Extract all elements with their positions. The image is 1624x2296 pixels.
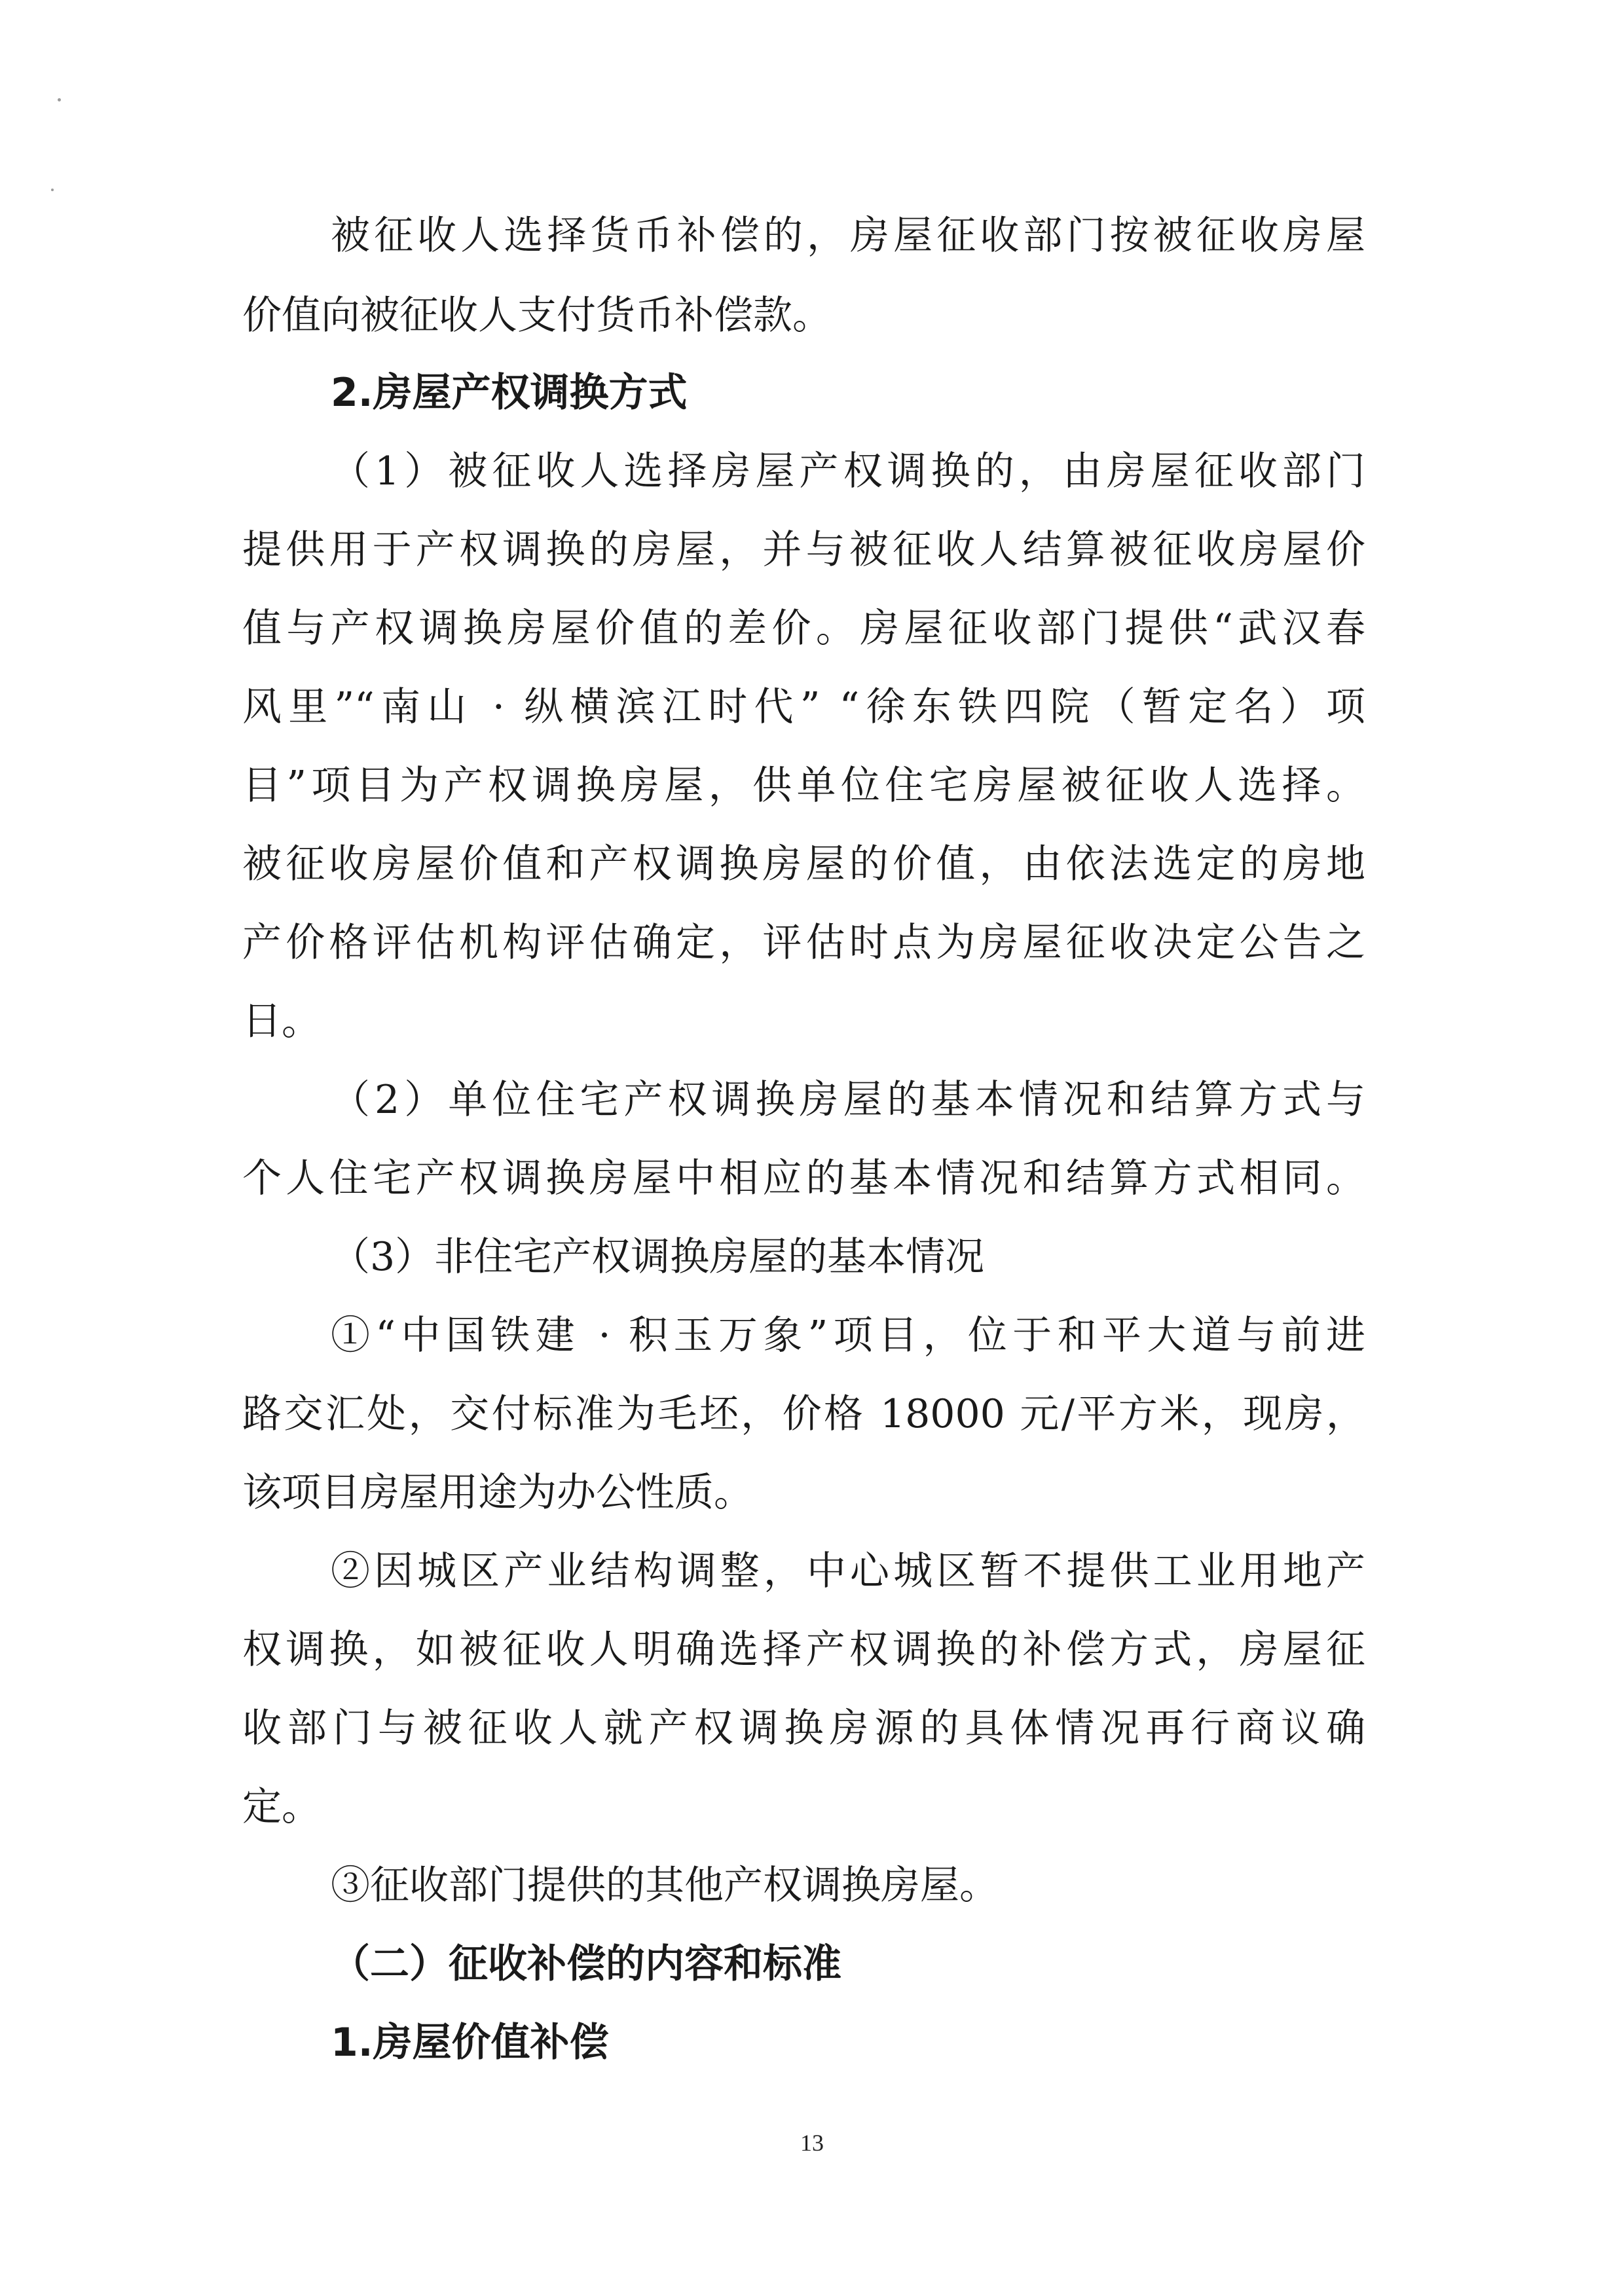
text-line: ①“中国铁建 · 积玉万象”项目，位于和平大道与前进 (331, 1313, 1365, 1358)
section-heading: 1.房屋价值补偿 (331, 2020, 609, 2066)
text-line: 目”项目为产权调换房屋，供单位住宅房屋被征收人选择。 (242, 763, 1365, 809)
text-line: 个人住宅产权调换房屋中相应的基本情况和结算方式相同。 (242, 1156, 1365, 1201)
section-heading: 2.房屋产权调换方式 (331, 370, 688, 416)
text-line: 被征收人选择货币补偿的，房屋征收部门按被征收房屋 (331, 213, 1365, 259)
text-line: 路交汇处，交付标准为毛坯，价格 18000 元/平方米，现房， (242, 1391, 1365, 1437)
text-line: ③征收部门提供的其他产权调换房屋。 (331, 1863, 999, 1908)
text-line: 收部门与被征收人就产权调换房源的具体情况再行商议确 (242, 1705, 1365, 1751)
text-line: 被征收房屋价值和产权调换房屋的价值，由依法选定的房地 (242, 841, 1365, 887)
text-line: 产价格评估机构评估确定，评估时点为房屋征收决定公告之 (242, 920, 1365, 966)
section-heading: （二）征收补偿的内容和标准 (331, 1941, 841, 1987)
text-line: 值与产权调换房屋价值的差价。房屋征收部门提供“武汉春 (242, 606, 1365, 651)
page-number: 13 (800, 2130, 824, 2156)
text-line: 价值向被征收人支付货币补偿款。 (242, 293, 832, 338)
text-line: （1）被征收人选择房屋产权调换的，由房屋征收部门 (331, 448, 1365, 494)
text-line: （2）单位住宅产权调换房屋的基本情况和结算方式与 (331, 1077, 1365, 1123)
text-line: 风里”“南山 · 纵横滨江时代” “徐东铁四院（暂定名）项 (242, 684, 1365, 730)
text-line: 权调换，如被征收人明确选择产权调换的补偿方式，房屋征 (242, 1627, 1365, 1673)
text-line: （3）非住宅产权调换房屋的基本情况 (331, 1234, 985, 1280)
text-line: 提供用于产权调换的房屋，并与被征收人结算被征收房屋价 (242, 527, 1365, 573)
text-line: 该项目房屋用途为办公性质。 (242, 1470, 753, 1516)
text-line: 定。 (242, 1784, 321, 1830)
text-line: ②因城区产业结构调整，中心城区暂不提供工业用地产 (331, 1548, 1365, 1594)
text-line: 日。 (242, 998, 321, 1044)
